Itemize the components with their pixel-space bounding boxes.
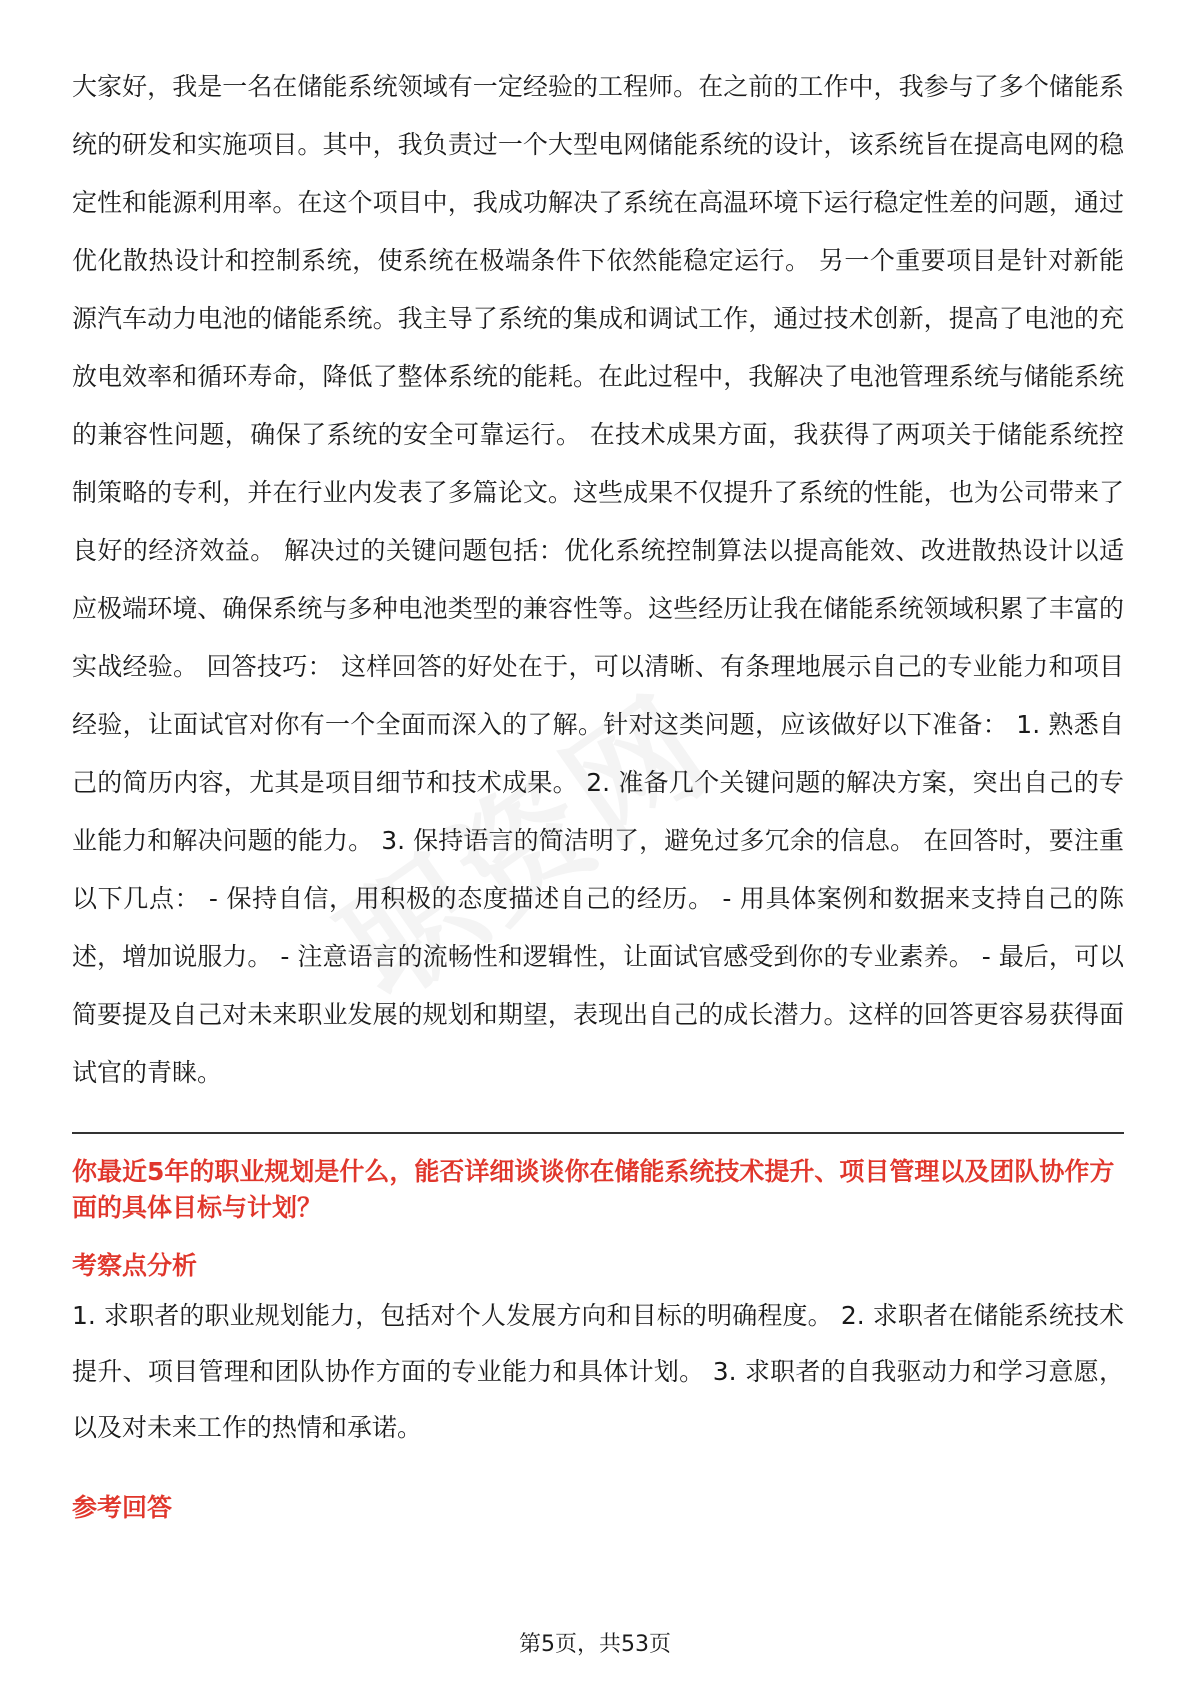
page-footer: 第5页，共53页 (519, 1632, 671, 1657)
answer-paragraph: 大家好，我是一名在储能系统领域有一定经验的工程师。在之前的工作中，我参与了多个储能系统的研发和实施项目。其中，我负责过一个大型电网储能系统的设计，该系统旨在提高电网的稳定性和能源利用率。在这个项目中，我成功解决了系统在高温环境下运行稳定性差的问题，通过优化散热设计和控制系统，使系统在极端条件下依然能稳定运行。 另一个重要项目是针对新能源汽车动力电池的储能系统。我主导了系统的集成和调试工作，通过技术创新，提高了电池的充放电效率和循环寿命，降低了整体系统的能耗。在此过程中，我解决了电池管理系统与储能系统的兼容性问题，确保了系统的安全可靠运行。 在技术成果方面，我获得了两项关于储能系统控制策略的专利，并在行业内发表了多篇论文。这些成果不仅提升了系统的性能，也为公司带来了良好的经济效益。 解决过的关键问题包括：优化系统控制算法以提高能效、改进散热设计以适应极端环境、确保系统与多种电池类型的兼容性等。这些经历让我在储能系统领域积累了丰富的实战经验。 回答技巧： 这样回答的好处在于，可以清晰、有条理地展示自己的专业能力和项目经验，让面试官对你有一个全面而深入的了解。针对这类问题，应该做好以下准备： 1. 熟悉自己的简历内容，尤其是项目细节和技术成果。 2. 准备几个关键问题的解决方案，突出自己的专业能力和解决问题的能力。 3. 保持语言的简洁明了，避免过多冗余的信息。 在回答时，要注重以下几点： - 保持自信，用积极的态度描述自己的经历。 - 用具体案例和数据来支持自己的陈述，增加说服力。 - 注意语言的流畅性和逻辑性，让面试官感受到你的专业素养。 - 最后，可以简要提及自己对未来职业发展的规划和期望，表现出自己的成长潜力。这样的回答更容易获得面试官的青睐。 (72, 72, 1124, 1087)
page-content (72, 58, 1124, 1526)
analysis-paragraph: 1. 求职者的职业规划能力，包括对个人发展方向和目标的明确程度。 2. 求职者在储能系统技术提升、项目管理和团队协作方面的专业能力和具体计划。 3. 求职者的自我驱动力和学习意愿，以及对未来工作的热情和承诺。 (72, 1301, 1124, 1442)
question-title: 你最近5年的职业规划是什么，能否详细谈谈你在储能系统技术提升、项目管理以及团队协作方面的具体目标与计划？ (72, 1157, 1115, 1222)
analysis-heading: 考察点分析 (72, 1251, 198, 1280)
section-divider (72, 1132, 1124, 1134)
reference-heading: 参考回答 (72, 1493, 173, 1522)
